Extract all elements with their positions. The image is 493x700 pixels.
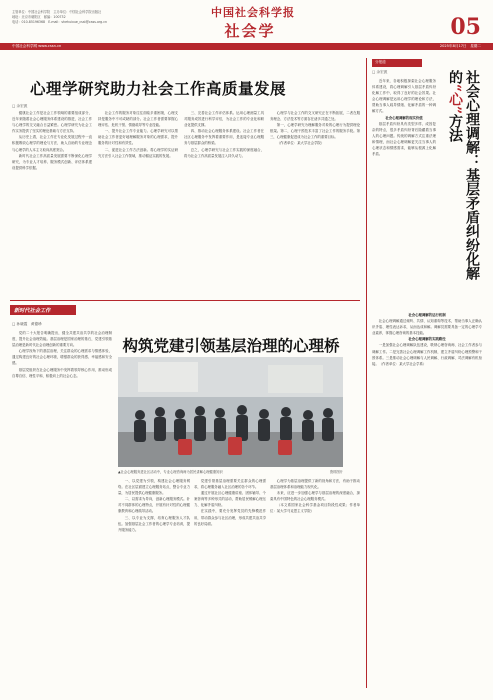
issue-date: 2025年8月17日 星期二 [439,44,481,48]
sidebar-column-bottom [372,312,482,688]
paragraph: 在实践中，要充分发挥党员的先锋模范作用，带动群众参与社区治理，形成共建共治共享的良好局面。 [194,509,266,526]
sidebar-column-top [372,78,436,308]
sidebar-subheading: 社会心理调解的运行机制 [408,313,446,317]
article2-byline: □ 孙晓霞 黄德珍 [12,322,42,326]
column-divider [366,58,367,688]
paragraph: 社会心理调解通过倾听、共情、认知重构等技术，帮助当事人正确认识矛盾、理性表达诉求，从而达成和解。调解员需要具备一定的心理学专业素养，掌握心理咨询的基本技能。 [372,319,482,336]
paragraph: 心理学与社会工作的交叉研究正在不断拓展，二者在服务理念、方法技术等方面存在诸多共通之处。 [270,111,360,122]
paragraph: 一是加强社会心理调解队伍建设，吸纳心理咨询师、社会工作者参与调解工作。二是完善社会心理调解工作机制，建立矛盾纠纷心理预警和干预体系。三是推动社会心理调解与人民调解、行政调解、司法调解有机衔接。（作者单位：某大学社会学系） [372,343,482,366]
masthead [0,0,493,58]
paragraph: （作者单位：某大学社会学院） [276,141,325,146]
masthead-bar [0,43,493,50]
paragraph: 总之，心理学研究与社会工作实践的深度融合，将为社会工作高质量发展注入持久动力。 [184,147,264,158]
paragraph: 从历史上看，社会工作在专业化发展过程中一直积极吸收心理学的理论与方法，助人自助的专业理念与心理学的人本主义取向高度契合。 [12,135,92,152]
section-title: 社会学 [224,22,276,40]
paragraph: 心理学为基层治理提供了新的视角和方法，有助于推动基层治理体系和治理能力现代化。 [270,479,360,490]
paragraph: 三、完善社会工作评估体系。运用心理测量工具对服务成效进行科学评估，为社会工作的专业化和职业化提供支撑。 [184,111,264,128]
paragraph: 党的二十大报告明确提出，健全共建共治共享的社会治理制度，提升社会治理效能。基层治理是国家治理的基石，党建引领基层治理是新时代社会治理创新的重要方向。 [12,331,112,348]
publisher-info-line: 电话：010-85196368 E-mail：shehuixue_csst@cass.org.cn [12,20,107,24]
news-photo [118,357,343,467]
photo-caption [118,469,343,474]
sidebar-title-part: 基层矛盾纠纷化解的 [447,70,480,280]
sidebar-title-part: 社会心理调解： [464,70,480,168]
paragraph: 四、推动社会心理服务体系建设。社会工作者在社区心理服务中发挥着重要作用，是连接专业心理服务与基层群众的桥梁。 [184,129,264,146]
paragraph: 二、促进社会工作方法创新。将心理学的实证研究方法引入社会工作领域，推动循证实践的发展。 [98,147,178,158]
paragraph: 基层党组织在社会心理服务中发挥着领导核心作用，推动形成自尊自信、理性平和、积极向上的社会心态。 [12,367,112,378]
sidebar-subheading: 社会心理调解的现实价值 [385,115,423,120]
article1-column-4 [270,110,360,295]
group-photo-image [118,357,343,467]
article1-title: 心理学研究助力社会工作高质量发展 [30,79,287,98]
paragraph: （本文系国家社会科学基金项目阶段性成果；作者单位：某大学马克思主义学院） [270,503,360,514]
article2-column-1 [12,330,112,688]
article2-column-2 [118,478,190,688]
paragraph: 一、以党建为引领，构建社会心理服务网络。在社区层面建立心理服务站点，整合专业力量，为居民提供心理健康服务。 [118,479,190,496]
page-number: 05 [450,14,481,40]
paragraph: 新时代社会工作高质量发展需要不断深化心理学研究，为专业人才培养、服务模式创新、评估体系建设提供科学依据。 [12,153,92,170]
article2-column-4 [270,478,360,688]
photo-caption-text: ▲社会心理服务进社区活动中，专业心理咨询师为居民讲解心理健康知识 [118,470,223,474]
paragraph: 三、以专业为支撑，培育心理服务人才队伍。加强基层社会工作者的心理学专业培训，提升服务能力。 [118,515,190,532]
paragraph: 一、提升社会工作专业能力。心理学研究可以帮助社会工作者更好地理解服务对象的心理需求，提升服务的针对性和有效性。 [98,129,178,146]
photo-credit: 资料图片 [329,470,343,474]
sidebar-byline: □ 余宏波 [372,70,388,74]
article2-title: 构筑党建引领基层治理的心理桥 [122,336,340,355]
paragraph: 未来，应进一步加强心理学与基层治理的深度融合，探索具有中国特色的社会心理服务模式。 [270,491,360,502]
sidebar-title-highlight: “心” [447,84,463,115]
article1-column-2 [98,110,178,295]
publisher-info-line: 地址：北京市朝阳区 邮编：100732 [12,15,66,19]
newspaper-brand: 中国社会科学报 [211,6,295,19]
article2-column-3 [194,478,266,688]
paragraph: 近年来，各地积极探索社会心理服务体系建设，将心理调解引入基层矛盾纠纷化解工作中，取得了良好的社会效果。社会心理调解是运用心理学的理论和方法，帮助当事人疏导情绪、化解矛盾的一种调解方式。 [372,79,436,114]
column-banner: 新时代社会工作 [10,305,76,315]
website-link[interactable]: 中国社会科学网 www.cssn.cn [12,44,62,48]
paragraph: 第一，心理学研究为理解服务对象的心理行为提供理论框架。第二，心理干预技术丰富了社会工作的服务手段。第三，心理健康促进成为社会工作的重要目标。 [270,123,360,140]
section-divider [10,300,360,301]
paragraph: 健康社会工作是社会工作领域的重要组成部分，近年来随着社会心理服务体系建设的推进，社会工作与心理学的交叉融合日益紧密。心理学研究为社会工作实务提供了坚实的理论基础与方法支持。 [12,111,92,134]
paragraph: 通过开展社区心理健康讲座、团体辅导、个案咨询等多种形式的活动，帮助居民缓解心理压力、化解矛盾纠纷。 [194,491,266,508]
publisher-info-line: 主管单位：中国社会科学院 主办单位：中国社会科学院出版社 [12,10,102,14]
sidebar-subheading: 社会心理调解的实践路径 [408,337,446,342]
paragraph: 基层矛盾纠纷具有类型多样、成因复杂的特点，很多矛盾纠纷背后隐藏着当事人的心理问题。传统的调解方式注重法理和情理，而社会心理调解更关注当事人的心理状态和情感需求，能够从根源上化解矛盾。 [372,121,436,157]
publisher-info [12,10,172,25]
article1-byline: □ 余宏波 [12,104,28,108]
paragraph: 党建引领基层治理需要关注群众的心理需求，将心理服务融入社区治理的各个环节。 [194,479,266,490]
sidebar-title-part: 方法 [447,114,463,143]
article1-column-3 [184,110,264,295]
sidebar-title [440,70,480,290]
paragraph: 社会工作的服务对象往往面临多重困境，心理支持是服务中不可或缺的部分。社会工作者需要掌握心理评估、危机干预、情绪疏导等专业技能。 [98,111,178,128]
paragraph: 二、以需求为导向，创新心理服务模式。针对不同群体的心理特点，开展有针对性的心理健康教育和心理疏导活动。 [118,497,190,514]
paragraph: 心理学视角下的基层治理，关注群众的心理需求与情感体验，通过构建良好的社会心理环境，增强群众的获得感、幸福感和安全感。 [12,349,112,366]
article1-column-1 [12,110,92,295]
sidebar-tag: 分报道 [372,59,422,67]
